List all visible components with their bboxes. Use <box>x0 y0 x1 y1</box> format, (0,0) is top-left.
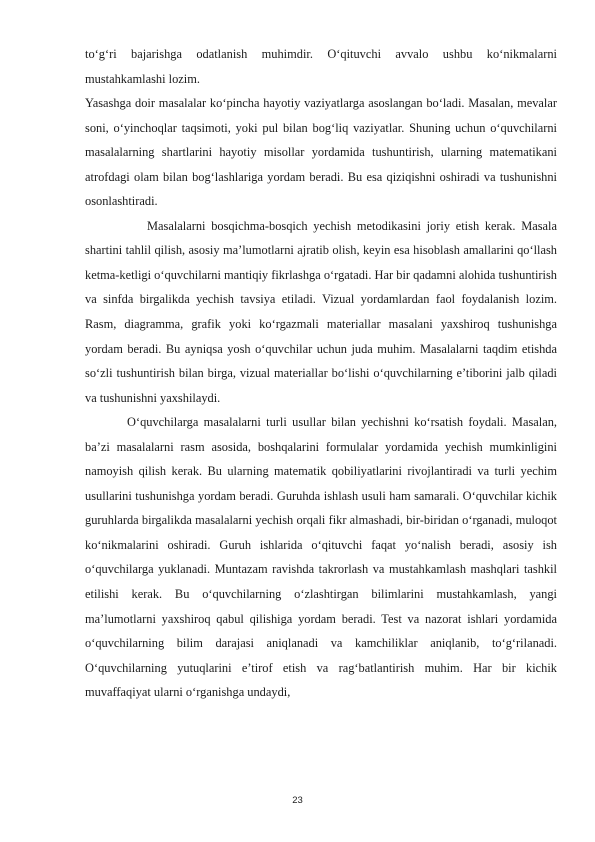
page-number: 23 <box>292 795 303 806</box>
paragraph-multiple-methods: O‘quvchilarga masalalarni turli usullar bilan yechishni ko‘rsatish foydali. Masalan, ba’zi masalalarni rasm asosida, boshqalarini formulalar yordamida yechish mumkinligini namoyish qilish kerak. Bu ularning matematik qobiliyatlarini rivojlantiradi va turli yechim usullarini tushunishga yordam beradi. Guruhda ishlash usuli ham samarali. O‘quvchilar kichik guruhlarda birgalikda masalalarni yechish orqali fikr almashadi, bir-biridan o‘rganadi, muloqot ko‘nikmalarini oshiradi. Guruh ishlarida o‘qituvchi faqat yo‘nalish beradi, asosiy ish o‘quvchilarga yuklanadi. Muntazam ravishda takrorlash va mustahkamlash mashqlari tashkil etilishi kerak. Bu o‘quvchilarning o‘zlashtirgan bilimlarini mustahkamlash, yangi ma’lumotlarni yaxshiroq qabul qilishiga yordam beradi. Test va nazorat ishlari yordamida o‘quvchilarning bilim darajasi aniqlanadi va kamchiliklar aniqlanib, to‘g‘rilanadi. O‘quvchilarning yutuqlarini e’tirof etish va rag‘batlantirish muhim. Har bir kichik muvaffaqiyat ularni o‘rganishga undaydi, <box>85 415 557 700</box>
paragraph-real-life-problems: Yasashga doir masalalar ko‘pincha hayotiy vaziyatlarga asoslangan bo‘ladi. Masalan, mevalar soni, o‘yinchoqlar taqsimoti, yoki pul bilan bog‘liq vaziyatlar. Shuning uchun o‘quvchilarni masalalarning shartlarini hayotiy misollar yordamida tushuntirish, ularning matematikani atrofdagi olam bilan bog‘lashlariga yordam beradi. Bu esa qiziqishni oshiradi va tushunishni osonlashtiradi. <box>85 96 557 209</box>
paragraph-continuation: to‘g‘ri bajarishga odatlanish muhimdir. O‘qituvchi avvalo ushbu ko‘nikmalarni mustahkamlashi lozim. <box>85 47 557 86</box>
document-page <box>85 42 557 705</box>
paragraph-step-by-step-method: Masalalarni bosqichma-bosqich yechish metodikasini joriy etish kerak. Masala shartini tahlil qilish, asosiy ma’lumotlarni ajratib olish, keyin esa hisoblash amallarini qo‘llash ketma-ketligi o‘quvchilarni mantiqiy fikrlashga o‘rgatadi. Har bir qadamni alohida tushuntirish va sinfda birgalikda yechish tavsiya etiladi. Vizual yordamlardan faol foydalanish lozim. Rasm, diagramma, grafik yoki ko‘rgazmali materiallar masalani yaxshiroq tushunishga yordam beradi. Bu ayniqsa yosh o‘quvchilar uchun juda muhim. Masalalarni taqdim etishda so‘zli tushuntirish bilan birga, vizual materiallar bo‘lishi o‘quvchilarning e’tiborini jalb qiladi va tushunishni yaxshilaydi. <box>85 218 557 405</box>
